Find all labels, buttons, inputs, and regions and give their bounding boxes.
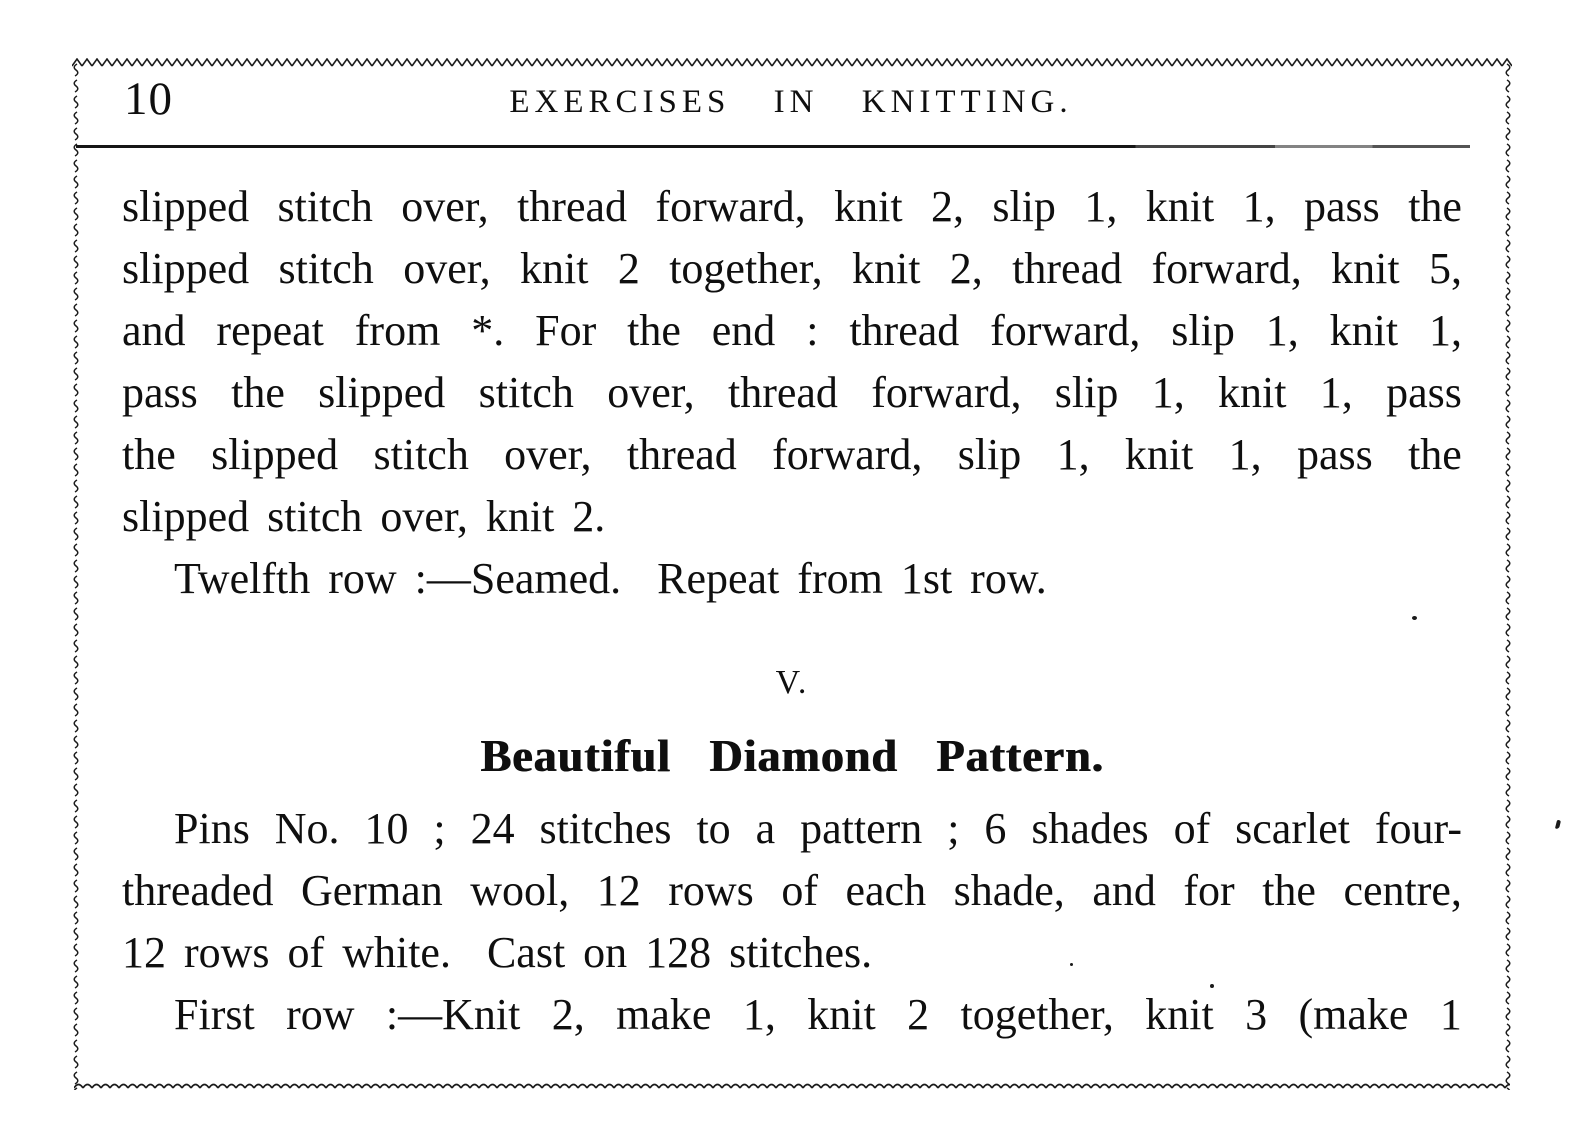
paragraph-continued [122,176,1462,548]
text-line: slipped stitch over, knit 2 together, knit 2, thread forward, knit 5, [122,244,1462,293]
text-line: slipped stitch over, thread forward, knit 2, slip 1, knit 1, pass the [122,182,1462,231]
zigzag-border-top [72,58,1512,68]
paragraph-first-row: First row :—Knit 2, make 1, knit 2 together, knit 3 (make 1 [174,990,1462,1039]
paragraph-twelfth-row: Twelfth row :—Seamed. Repeat from 1st row. [174,554,1047,603]
text-line: pass the slipped stitch over, thread forward, slip 1, knit 1, pass [122,368,1462,417]
text-line: and repeat from *. For the end : thread forward, slip 1, knit 1, [122,306,1462,355]
page-body [122,176,1462,1046]
scan-artifact-speck [1555,820,1561,830]
scan-artifact-speck [1210,984,1214,988]
scan-artifact-speck [1412,616,1417,620]
text-line: the slipped stitch over, thread forward, slip 1, knit 1, pass the [122,430,1462,479]
running-title: EXERCISES IN KNITTING. [509,84,1073,120]
page-header [76,70,1506,134]
header-rule [76,145,1470,148]
squiggle-border-left [70,62,81,1090]
page-number: 10 [124,73,173,125]
paragraph-pins [122,798,1462,984]
text-line: 12 rows of white. Cast on 128 stitches. [122,928,873,977]
section-title-blackletter: Beautiful Diamond Pattern. [480,730,1104,781]
section-number: V. [775,664,809,701]
text-line: Pins No. 10 ; 24 stitches to a pattern ; 6 shades of scarlet four- [174,804,1462,853]
text-line: slipped stitch over, knit 2. [122,492,606,541]
text-line: threaded German wool, 12 rows of each shade, and for the centre, [122,866,1462,915]
wavy-border-bottom [74,1080,1510,1091]
squiggle-border-right [1503,62,1514,1090]
scan-artifact-speck [1070,963,1073,966]
